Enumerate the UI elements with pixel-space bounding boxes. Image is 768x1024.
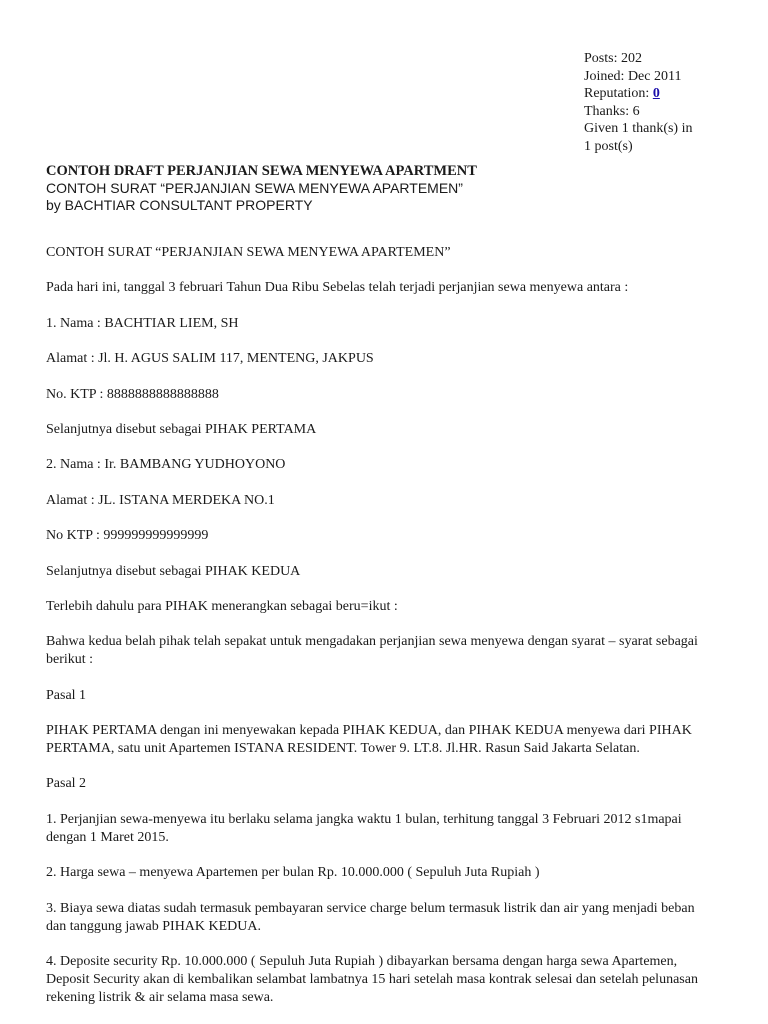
paragraph: 2. Nama : Ir. BAMBANG YUDHOYONO: [46, 457, 286, 473]
paragraph: Pasal 1: [46, 687, 87, 703]
thanks-count: Thanks: 6: [584, 103, 640, 119]
paragraph: 4. Deposite security Rp. 10.000.000 ( Sepuluh Juta Rupiah ) dibayarkan bersama dengan harga sewa Apartemen, Deposit Security akan di kembalikan selambat lambatnya 15 hari setelah masa kontrak selesai dan setelah pelunasan rekening listrik & air selama masa sewa.: [46, 954, 698, 1006]
paragraph: 2. Harga sewa – menyewa Apartemen per bulan Rp. 10.000.000 ( Sepuluh Juta Rupiah ): [46, 865, 540, 881]
document-title: CONTOH DRAFT PERJANJIAN SEWA MENYEWA APARTMENT: [46, 163, 477, 179]
given-thanks-line-2: 1 post(s): [584, 138, 633, 154]
document-byline: by BACHTIAR CONSULTANT PROPERTY: [46, 197, 313, 213]
paragraph: Alamat : Jl. H. AGUS SALIM 117, MENTENG, JAKPUS: [46, 351, 374, 367]
paragraph: Selanjutnya disebut sebagai PIHAK KEDUA: [46, 563, 301, 579]
paragraph: Selanjutnya disebut sebagai PIHAK PERTAMA: [46, 421, 317, 437]
posts-count: Posts: 202: [584, 51, 642, 66]
reputation-link[interactable]: 0: [652, 86, 660, 102]
paragraph: Terlebih dahulu para PIHAK menerangkan sebagai beru=ikut :: [46, 598, 398, 614]
reputation-line: [584, 85, 764, 103]
paragraph: PIHAK PERTAMA dengan ini menyewakan kepada PIHAK KEDUA, dan PIHAK KEDUA menyewa dari PIHAK PERTAMA, satu unit Apartemen ISTANA RESIDENT. Tower 9. LT.8. Jl.HR. Rasun Said Jakarta Selatan.: [46, 723, 692, 757]
paragraph: Pada hari ini, tanggal 3 februari Tahun Dua Ribu Sebelas telah terjadi perjanjian sewa menyewa antara :: [46, 280, 629, 296]
paragraph: 3. Biaya sewa diatas sudah termasuk pembayaran service charge belum termasuk listrik dan air yang menjadi beban dan tanggung jawab PIHAK KEDUA.: [46, 900, 695, 934]
document-body: [46, 162, 716, 1007]
reputation-label: Reputation:: [584, 86, 653, 102]
paragraph: No. KTP : 8888888888888888: [46, 386, 219, 402]
paragraph: 1. Perjanjian sewa-menyewa itu berlaku selama jangka waktu 1 bulan, terhitung tanggal 3 Februari 2012 s1mapai dengan 1 Maret 2015.: [46, 811, 682, 845]
given-thanks-line-1: Given 1 thank(s) in: [584, 121, 693, 137]
paragraph: CONTOH SURAT “PERJANJIAN SEWA MENYEWA APARTEMEN”: [46, 245, 451, 260]
paragraph: 1. Nama : BACHTIAR LIEM, SH: [46, 315, 239, 331]
paragraph: Pasal 2: [46, 776, 87, 792]
document-subtitle: CONTOH SURAT “PERJANJIAN SEWA MENYEWA APARTEMEN”: [46, 180, 463, 196]
paragraph: Alamat : JL. ISTANA MERDEKA NO.1: [46, 492, 275, 508]
user-profile-box: [584, 50, 764, 156]
paragraph: Bahwa kedua belah pihak telah sepakat untuk mengadakan perjanjian sewa menyewa dengan syarat – syarat sebagai berikut :: [46, 634, 698, 668]
joined-date: Joined: Dec 2011: [584, 68, 682, 84]
paragraph: No KTP : 999999999999999: [46, 528, 209, 544]
